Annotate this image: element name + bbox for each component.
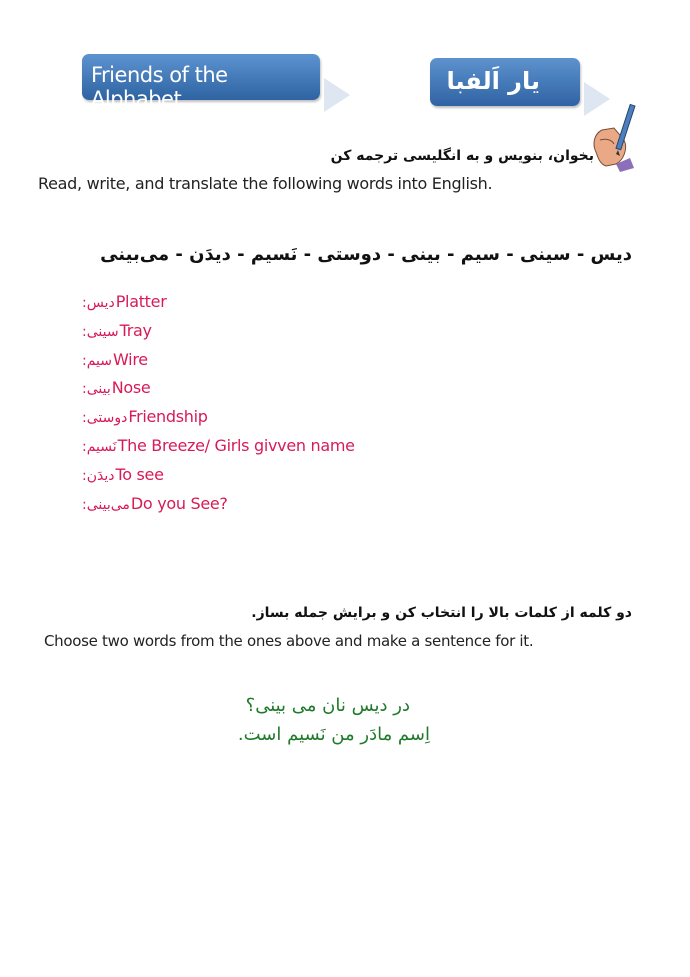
list-item xyxy=(82,465,355,494)
instruction2-persian: دو کلمه از کلمات بالا را انتخاب کن و برایش جمله بساز. xyxy=(251,605,632,621)
vocab-persian: نَسیم: xyxy=(82,438,117,455)
list-item xyxy=(82,378,355,407)
list-item xyxy=(82,436,355,465)
title-banner-persian xyxy=(430,58,580,106)
title-banner-english xyxy=(82,54,320,111)
vocab-english: Tray xyxy=(119,320,152,340)
banner-tail-decoration xyxy=(324,78,350,112)
list-item xyxy=(82,321,355,350)
vocab-persian: سیم: xyxy=(82,352,112,369)
instruction-english: Read, write, and translate the following words into English. xyxy=(38,174,493,193)
answer-sentence-1: در دیس نان می بینی؟ xyxy=(245,695,410,716)
list-item xyxy=(82,407,355,436)
list-item xyxy=(82,494,355,523)
vocab-english: Platter xyxy=(115,292,167,311)
vocab-persian: دیس: xyxy=(82,295,115,311)
vocab-persian: بینی: xyxy=(82,381,111,398)
vocabulary-list xyxy=(82,292,355,522)
instruction2-english: Choose two words from the ones above and make a sentence for it. xyxy=(44,632,534,650)
vocab-english: The Breeze/ Girls givven name xyxy=(117,435,355,455)
instruction-persian: بخوان، بنویس و به انگلیسی ترجمه کن xyxy=(330,148,594,164)
vocab-english: Nose xyxy=(111,378,151,398)
vocab-persian: سینی: xyxy=(82,323,119,340)
answer-sentence-2: اِسم مادَر من نَسیم است. xyxy=(237,724,430,745)
vocab-english: Friendship xyxy=(128,407,208,427)
hand-writing-pencil-icon xyxy=(590,100,640,172)
vocab-persian: دوستی: xyxy=(82,410,128,427)
vocab-english: Do you See? xyxy=(130,493,228,513)
vocab-persian: دیدَن: xyxy=(82,467,115,484)
vocab-persian: می‌بینی: xyxy=(82,496,130,513)
word-list-persian: دیس - سینی - سیم - بینی - دوستی - نَسیم - دیدَن - می‌بینی xyxy=(100,244,632,265)
vocab-english: To see xyxy=(115,464,164,484)
title-persian: یار اَلفبا xyxy=(446,67,540,95)
list-item xyxy=(82,350,355,379)
title-english: Friends of the Alphabet xyxy=(91,63,228,111)
list-item xyxy=(82,292,355,321)
vocab-english: Wire xyxy=(113,349,148,369)
